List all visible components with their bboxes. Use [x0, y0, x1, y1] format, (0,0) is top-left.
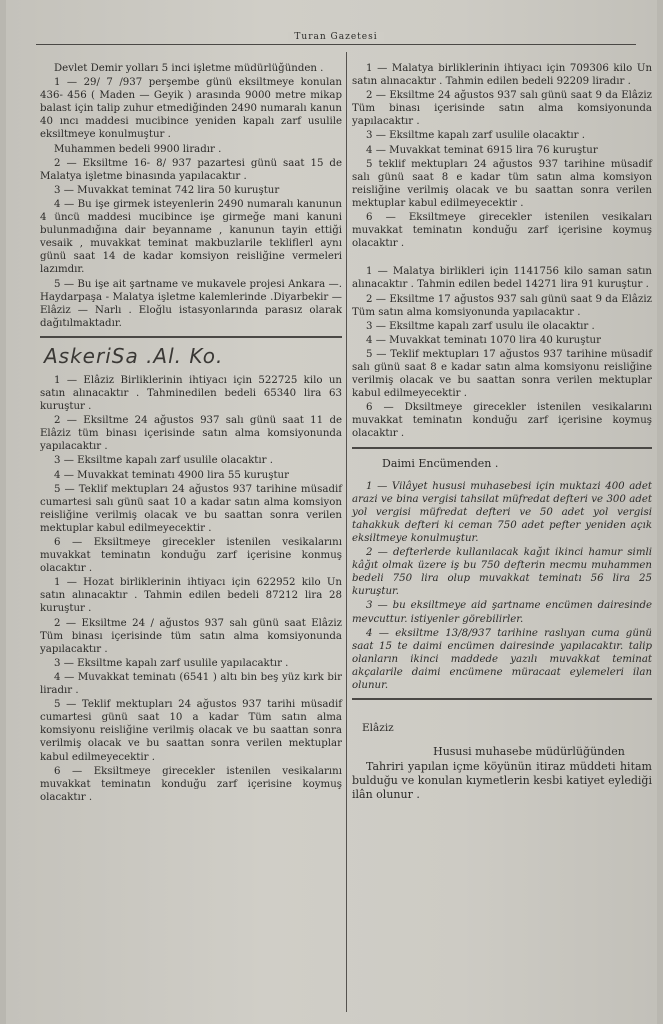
malatya-hay-notice	[352, 265, 652, 440]
paragraph: 6 — Dksiltmeye girecekler istenilen vesikalarını muvakkat teminatın konduğu zarf içerisine koymuş olacaktır .	[352, 402, 652, 440]
newspaper-page	[6, 0, 657, 1024]
newspaper-title: Turan Gazetesi	[288, 32, 383, 42]
paragraph: 5 — Teklif mektupları 24 ağustos 937 tarihi müsadif cumartesi günü saat 10 a kadar Tüm satın alma komsiyonu reisliğine verilmiş olacak ve bu saattan sonra verilmiş olacak ve bu saattan sonra verilen mektuplar kabul edilmeyecektir .	[40, 699, 342, 763]
paragraph: 6 — Eksiltmeye girecekler istenilen vesikaları muvakkat teminatın konduğu zarf içerisine koymuş olacaktır .	[352, 212, 652, 250]
paragraph: Muhammen bedeli 9900 liradır .	[54, 143, 222, 155]
paragraph: 3 — Eksiltme kapalı zarf usulu ile olacaktır .	[366, 320, 595, 332]
railway-notice	[40, 62, 342, 330]
elazig-title: Elâziz	[362, 722, 394, 735]
paragraph: 3 — Eksiltme kapalı zarf usulile yapılacaktır .	[54, 657, 289, 669]
paragraph: 4 — Muvakkat teminatı (6541 ) altı bin beş yüz kırk bir liradır .	[40, 671, 342, 697]
masthead	[36, 30, 636, 45]
daimi-notice	[352, 480, 652, 693]
malatya-flour-notice	[352, 62, 652, 250]
section-title: AskeriSa .Al. Ko.	[44, 343, 224, 368]
paragraph: 2 — Eksiltme 24 ağustos 937 salı günü saat 11 de Elâziz tüm binası içerisinde satın alma komsiyonunda yapılacaktır .	[40, 415, 342, 453]
paragraph: 4 — Bu işe girmek isteyenlerin 2490 numaralı kanunun 4 üncü maddesi mucibince işe girmeğe mani kanuni bulunmadığına dair beyanname , kanunun tayin ettiği vesaik , muvakkat teminat makbuzlarile tekliflerl aynı günü saat 14 de kadar komsiyon reisliğine vermeleri lazımdır.	[40, 198, 342, 276]
paragraph: 4 — Muvakkat teminatı 1070 lira 40 kuruştur	[366, 334, 601, 346]
paragraph: 3 — Eksiltme kapalı zarf usulile olacaktır .	[366, 130, 585, 142]
elazig-notice	[352, 745, 652, 802]
paragraph: 1 — Malatya birlikleri için 1141756 kilo saman satın alınacaktır . Tahmin edilen bedel 14271 lira 91 kuruştur .	[352, 266, 652, 291]
paragraph: 5 — Teklif mektupları 17 ağustos 937 tarihine müsadif salı günü saat 8 e kadar satın alma komsiyonu reisliğine verilmiş olacak ve bu saattan sonra verilen mektuplar kabul edilmeyecektir .	[352, 348, 652, 400]
paragraph: Tahriri yapılan içme köyünün itiraz müddeti hitam bulduğu ve konulan kıymetlerin kesbi katiyet eylediği ilân olunur .	[352, 760, 652, 802]
left-column	[40, 62, 342, 805]
section-divider	[40, 336, 342, 338]
column-divider	[346, 52, 347, 1012]
paragraph: 2 — Eksiltme 24 ağustos 937 salı günü saat 9 da Elâziz Tüm binası içerisinde satın alma komsiyonunda yapılacaktır .	[352, 90, 652, 128]
paragraph: 4 — Muvakkat teminatı 4900 lira 55 kuruştur	[54, 469, 289, 481]
paragraph: 2 — defterlerde kullanılacak kağıt ikinci hamur simli kâğıt olmak üzere iş bu 750 defterin mecmu muhammen bedeli 750 lira olup muvakkat teminatı 56 lira 25 kuruştur.	[352, 547, 652, 598]
paragraph: 4 — Muvakkat teminat 6915 lira 76 kuruştur	[366, 144, 598, 156]
paragraph: 3 — bu eksiltmeye aid şartname encümen dairesinde mevcuttur. istiyenler görebilirler.	[352, 600, 652, 625]
paragraph: 2 — Eksiltme 17 ağustos 937 salı günü saat 9 da Elâziz Tüm satın alma komsiyonunda yapılacaktır .	[352, 293, 652, 318]
paragraph: 1 — Vilâyet hususi muhasebesi için muktazi 400 adet arazi ve bina vergisi tahsilat müfredat defteri ve 300 adet yol vergisi müfredat defteri ve 50 adet yol vergisi tahakkuk defteri ki ceman 750 adet pefter yeniden açık eksiltmeye konulmuştur.	[352, 480, 652, 544]
paragraph: 3 — Muvakkat teminat 742 lira 50 kuruştur	[54, 184, 280, 196]
paragraph: 5 teklif mektupları 24 ağustos 937 tarihine müsadif salı günü saat 8 e kadar tüm satın alma komsiyon reisliğine verilmiş olacak ve bu saattan sonra verilen mektuplar kabul edilmeyecektir .	[352, 158, 652, 209]
paragraph: 6 — Eksiltmeye girecekler istenilen vesikalarını muvakkat teminatın konduğu zarf içerisine konmuş olacaktır .	[40, 537, 342, 575]
paragraph: 6 — Eksiltmeye girecekler istenilen vesikalarını muvakkat teminatın konduğu zarf içerisine koymuş olacaktır .	[40, 765, 342, 803]
paragraph: 1 — Hozat birliklerinin ihtiyacı için 622952 kilo Un satın alınacaktır . Tahmin edilen bedeli 87212 lira 28 kuruştur .	[40, 577, 342, 615]
paragraph: 1 — 29/ 7 /937 perşembe günü eksiltmeye konulan 436- 456 ( Maden — Geyik ) arasında 9000 metre mikap balast için talip zuhur etmediğinden 2490 numaralı kanun 40 ıncı maddesi mucibince yeniden kapalı zarf usulile eksiltmeye konulmuştur .	[40, 77, 342, 141]
paragraph: 5 — Bu işe ait şartname ve mukavele projesi Ankara —. Haydarpaşa - Malatya işletme kalemlerinde .Diyarbekir —Elâziz — Narlı . Eloğlu istasyonlarında parasız olarak dağıtılmaktadır.	[40, 278, 342, 329]
daimi-title: Daimi Encümenden .	[382, 456, 499, 470]
section-divider	[352, 698, 652, 700]
military-notice	[40, 374, 342, 804]
right-column	[352, 62, 652, 803]
paragraph: 4 — eksiltme 13/8/937 tarihine raslıyan cuma günü saat 15 te daimi encümen dairesinde yapılacaktır. talip olanların ikinci maddede yazılı muvakkat teminat akçalarile daimi encümene müracaat eylemeleri ilan olunur.	[352, 627, 652, 692]
paragraph: Devlet Demir yolları 5 inci işletme müdürlüğünden .	[54, 63, 324, 74]
section-divider	[352, 447, 652, 449]
paragraph: 5 — Teklif mektupları 24 ağustos 937 tarihine müsadif cumartesi salı günü saat 10 a kadar satın alma komsiyon reisliğine verilmiş olacak ve bu saattan sonra verilen mektuplar kabul edilmeyecektir .	[40, 483, 342, 534]
paragraph: 3 — Eksiltme kapalı zarf usulile olacaktır .	[54, 455, 273, 467]
paragraph: 1 — Malatya birliklerinin ihtiyacı için 709306 kilo Un satın alınacaktır . Tahmin edilen bedeli 92209 liradır .	[352, 63, 652, 88]
paragraph: 2 — Eksiltme 24 / ağustos 937 salı günü saat Elâziz Tüm binası içerisinde tüm satın alma komsiyonunda yapılacaktır .	[40, 617, 342, 655]
paragraph: 2 — Eksiltme 16- 8/ 937 pazartesi günü saat 15 de Malatya işletme binasında yapılacaktır .	[40, 157, 342, 182]
notice-heading: Hususi muhasebe müdürlüğünden	[433, 745, 625, 759]
spacer	[352, 251, 652, 265]
paragraph: 1 — Elâziz Birliklerinin ihtiyacı için 522725 kilo un satın alınacaktır . Tahminedilen bedeli 65340 lira 63 kuruştur .	[40, 374, 342, 413]
